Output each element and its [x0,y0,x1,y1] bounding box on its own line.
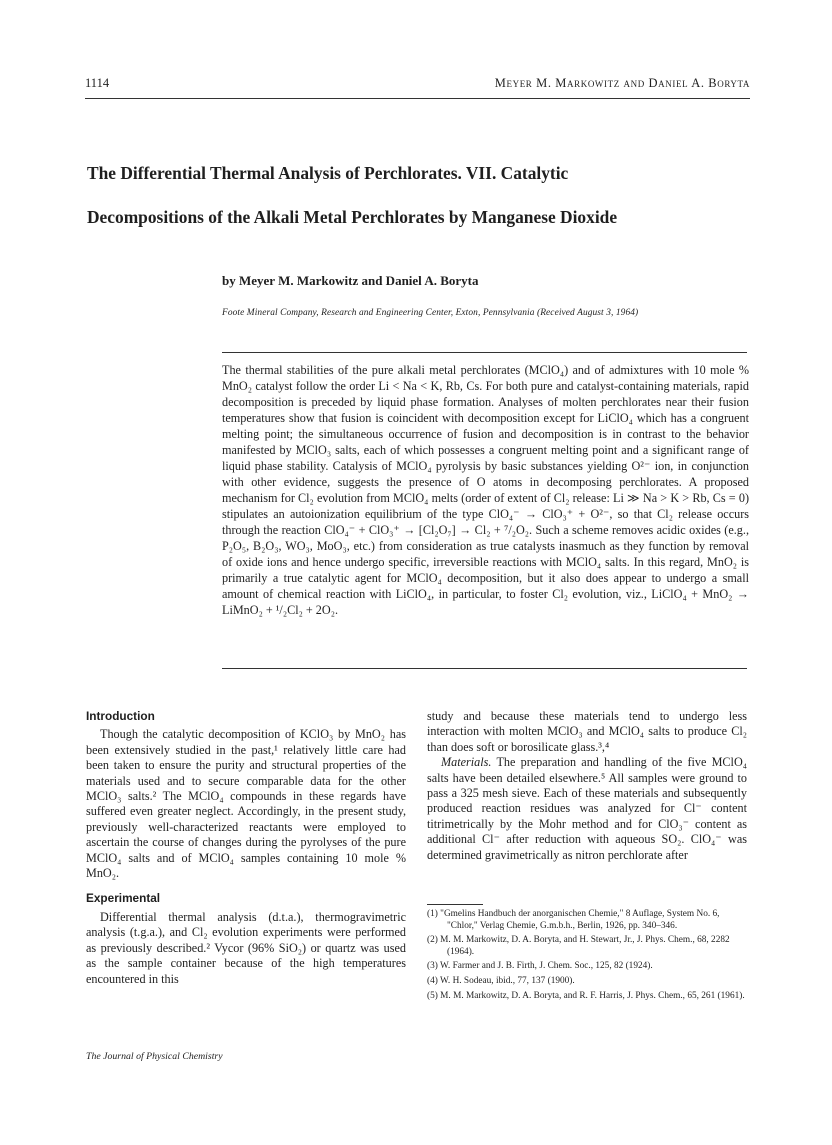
materials-paragraph [427,755,747,863]
article-title-line-2: Decompositions of the Alkali Metal Perchlorates by Manganese Dioxide [87,207,618,227]
article-title-line-1: The Differential Thermal Analysis of Perchlorates. VII. Catalytic [87,163,569,183]
footnote-2: (2) M. M. Markowitz, D. A. Boryta, and H. Stewart, Jr., J. Phys. Chem., 68, 2282 (1964). [427,935,730,957]
abstract-bottom-rule [222,668,747,669]
footnotes [427,909,749,1005]
footnote-4: (4) W. H. Sodeau, ibid., 77, 137 (1900). [427,975,575,986]
materials-text: The preparation and handling of the five MClO₄ salts have been detailed elsewhere.⁵ All samples were ground to pass a 325 mesh sieve. Each of these materials and subsequently produced reaction residues was analyzed for Cl⁻ content titrimetrically by the Mohr method and for ClO₃⁻ content as additional Cl⁻ after reduction with aqueous SO₂. ClO₄⁻ was determined gravimetrically as nitron perchlorate after [427,755,747,862]
introduction-paragraph: Though the catalytic decomposition of KClO₃ by MnO₂ has been extensively studied in the past,¹ relatively little care had been taken to ensure the purity and structural properties of the materials used and to secure comparable data for the other MClO₃ salts.² The MClO₄ compounds in these regards have suffered even greater neglect. Accordingly, in the present study, previously well-characterized reactants were employed to ascertain the course of changes during the pyrolyses of the pure MClO₄ salts and of MClO₄ samples containing 10 mole % MnO₂. [86,727,406,881]
running-header [85,76,750,92]
footnote-5: (5) M. M. Markowitz, D. A. Boryta, and R. F. Harris, J. Phys. Chem., 65, 261 (1961). [427,990,745,1001]
page-number: 1114 [85,76,110,90]
abstract: The thermal stabilities of the pure alkali metal perchlorates (MClO₄) and of admixtures with 10 mole % MnO₂ catalyst follow the order Li < Na < K, Rb, Cs. For both pure and catalyst-containing materials, rapid decomposition is preceded by liquid phase formation. Analyses of molten perchlorates near their fusion temperatures show that fusion is coincident with decomposition except for LiClO₄ which has a congruent melting point; the simultaneous occurrence of fusion and decomposition is in contrast to the behavior manifested by MClO₃ salts, each of which possesses a congruent melting point and a significant range of liquid phase stability. Catalysis of MClO₄ pyrolysis by basic substances yielding O²⁻ ion, in conjunction with other evidence, suggests the presence of O atoms in decomposing perchlorates. A proposed mechanism for Cl₂ evolution from MClO₄ melts (order of extent of Cl₂ release: Li ≫ Na > K > Rb, Cs = 0) stipulates an autoionization equilibrium of the type ClO₄⁻ → ClO₃⁺ + O²⁻, so that Cl₂ release occurs through the reaction ClO₄⁻ + ClO₃⁺ → [Cl₂O₇] → Cl₂ + ⁷/₂O₂. Such a scheme removes acidic oxides (e.g., P₂O₅, B₂O₃, WO₃, MoO₃, etc.) from consideration as true catalysts inasmuch as they function by removal of oxide ions and hence undergo specific, irreversible reactions with MClO₄ salts. In this regard, MnO₂ is primarily a true catalytic agent for MClO₄ decomposition, but it also does appear to undergo a small amount of chemical reaction with LiClO₄, in particular, to foster Cl₂ evolution, viz., LiClO₄ + MnO₂ → LiMnO₂ + ¹/₂Cl₂ + 2O₂. [222,363,749,617]
experimental-heading: Experimental [86,891,161,906]
materials-run-in-heading: Materials. [441,755,492,770]
footnote-rule [427,904,483,905]
footnote-3: (3) W. Farmer and J. B. Firth, J. Chem. Soc., 125, 82 (1924). [427,961,653,972]
affiliation: Foote Mineral Company, Research and Engineering Center, Exton, Pennsylvania (Received August 3, 1964) [222,308,639,318]
footnote-1: (1) "Gmelins Handbuch der anorganischen Chemie," 8 Auflage, System No. 6, "Chlor," Verlag Chemie, G.m.b.h., Berlin, 1926, pp. 340–346. [427,909,720,931]
running-authors: Meyer M. Markowitz and Daniel A. Boryta [494,76,750,90]
byline: by Meyer M. Markowitz and Daniel A. Boryta [222,273,479,288]
introduction-heading: Introduction [86,709,155,723]
abstract-top-rule [222,352,747,353]
right-column [427,709,747,863]
left-column [86,709,406,987]
experimental-paragraph: Differential thermal analysis (d.t.a.), thermogravimetric analysis (t.g.a.), and Cl₂ evolution experiments were performed as previously described.² Vycor (96% SiO₂) or quartz was used as the sample container because of the high temperatures encountered in this [86,909,406,986]
continued-paragraph: study and because these materials tend to undergo less interaction with molten MClO₃ and MClO₄ salts to produce Cl₂ than does soft or borosilicate glass.³,⁴ [427,709,747,754]
journal-footer: The Journal of Physical Chemistry [86,1051,223,1062]
header-rule [85,98,750,99]
